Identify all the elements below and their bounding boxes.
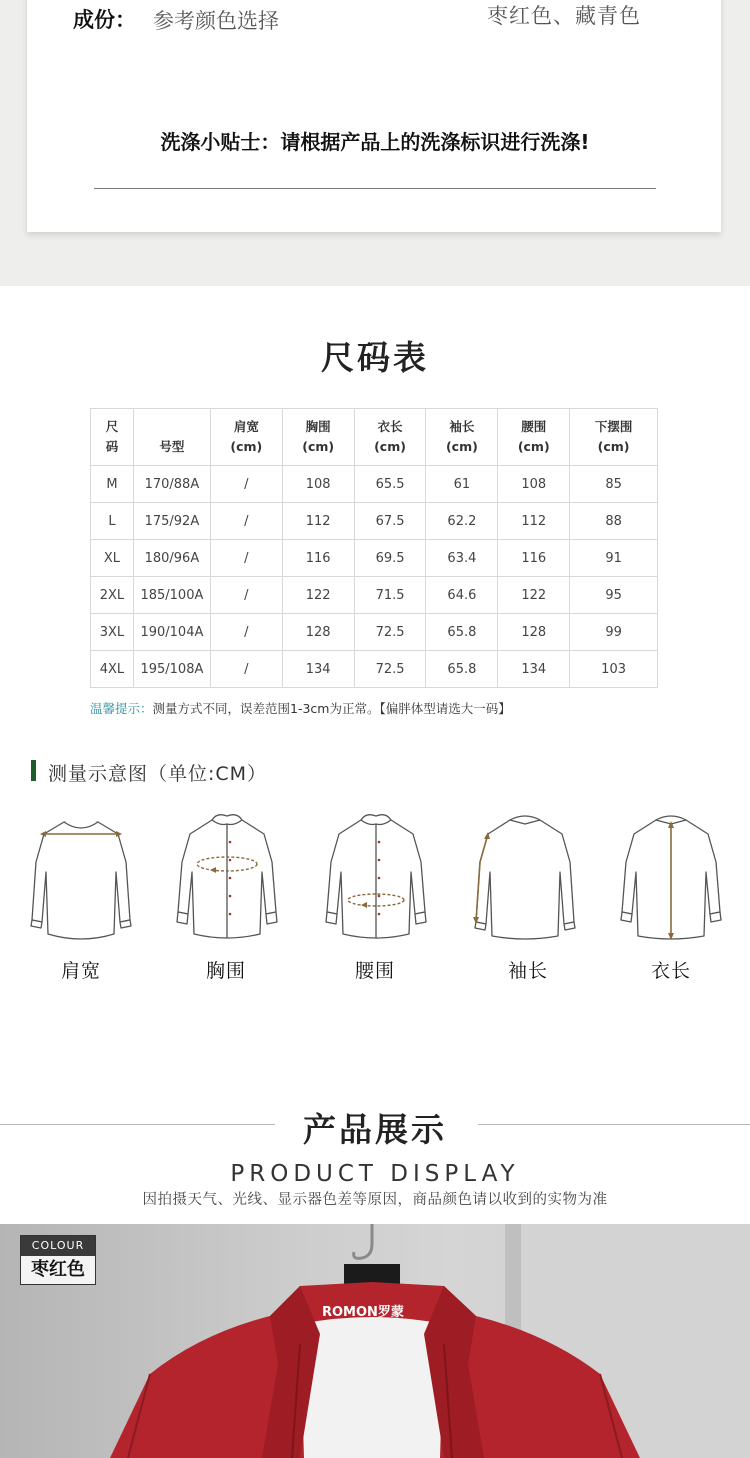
header-length: 衣长 (cm)	[354, 409, 426, 466]
measure-title: 测量示意图（单位:CM）	[48, 763, 268, 785]
cell-size: XL	[91, 540, 134, 577]
tip-text: 测量方式不同，误差范围1-3cm为正常。【偏胖体型请选大一码】	[152, 701, 511, 716]
cell-chest: 116	[282, 540, 354, 577]
product-photo	[0, 1224, 750, 1458]
cell-model: 190/104A	[133, 614, 210, 651]
divider	[94, 188, 656, 189]
cell-sleeve: 65.8	[426, 651, 498, 688]
size-table	[90, 408, 658, 688]
wash-tip: 洗涤小贴士：请根据产品上的洗涤标识进行洗涤!	[160, 130, 590, 154]
cell-model: 175/92A	[133, 503, 210, 540]
table-row	[91, 577, 658, 614]
cell-length: 65.5	[354, 466, 426, 503]
cell-chest: 108	[282, 466, 354, 503]
cell-size: L	[91, 503, 134, 540]
shirt-shoulder-diagram	[24, 812, 138, 946]
section-accent-bar	[31, 760, 36, 781]
composition-label: 成份：	[73, 8, 136, 32]
header-size: 尺 码	[91, 409, 134, 466]
header-model: 号型	[133, 409, 210, 466]
cell-waist: 108	[498, 466, 570, 503]
colour-badge-title: COLOUR	[21, 1236, 95, 1256]
product-display-title: 产品展示	[303, 1110, 447, 1149]
cell-sleeve: 61	[426, 466, 498, 503]
shirt-sleeve-diagram	[468, 812, 582, 946]
cell-shoulder: /	[210, 614, 282, 651]
header-hem: 下摆围 (cm)	[570, 409, 658, 466]
cell-size: 2XL	[91, 577, 134, 614]
cell-sleeve: 64.6	[426, 577, 498, 614]
header-shoulder: 肩宽 (cm)	[210, 409, 282, 466]
cell-model: 180/96A	[133, 540, 210, 577]
cell-waist: 112	[498, 503, 570, 540]
cell-size: 4XL	[91, 651, 134, 688]
size-tip	[90, 699, 511, 717]
cell-hem: 95	[570, 577, 658, 614]
cell-sleeve: 63.4	[426, 540, 498, 577]
measure-label-sleeve: 袖长	[507, 960, 548, 982]
shirt-waist-diagram	[319, 812, 433, 946]
cell-length: 71.5	[354, 577, 426, 614]
cell-length: 72.5	[354, 614, 426, 651]
measure-label-length: 衣长	[650, 960, 691, 982]
cell-waist: 122	[498, 577, 570, 614]
cell-chest: 112	[282, 503, 354, 540]
cell-shoulder: /	[210, 466, 282, 503]
table-row	[91, 651, 658, 688]
measure-label-shoulder: 肩宽	[60, 960, 101, 982]
cell-waist: 134	[498, 651, 570, 688]
table-row	[91, 540, 658, 577]
size-chart-title: 尺码表	[321, 338, 429, 377]
shirt-length-diagram	[614, 812, 728, 946]
colour-badge-name: 枣红色	[31, 1259, 85, 1280]
tip-label: 温馨提示：	[90, 701, 153, 716]
header-sleeve: 袖长 (cm)	[426, 409, 498, 466]
header-waist: 腰围 (cm)	[498, 409, 570, 466]
cell-chest: 128	[282, 614, 354, 651]
cell-length: 69.5	[354, 540, 426, 577]
shirt-chest-diagram	[170, 812, 284, 946]
cell-hem: 99	[570, 614, 658, 651]
cell-hem: 103	[570, 651, 658, 688]
color-disclaimer: 因拍摄天气、光线、显示器色差等原因，商品颜色请以收到的实物为准	[142, 1192, 608, 1208]
cell-shoulder: /	[210, 651, 282, 688]
table-row	[91, 466, 658, 503]
cell-shoulder: /	[210, 503, 282, 540]
cell-shoulder: /	[210, 577, 282, 614]
cell-hem: 88	[570, 503, 658, 540]
table-row	[91, 614, 658, 651]
composition-card	[27, 0, 721, 232]
cell-sleeve: 62.2	[426, 503, 498, 540]
cell-model: 195/108A	[133, 651, 210, 688]
header-chest: 胸围 (cm)	[282, 409, 354, 466]
hanger-brand: ROMON罗蒙	[322, 1305, 404, 1320]
cell-hem: 91	[570, 540, 658, 577]
cell-length: 72.5	[354, 651, 426, 688]
cell-sleeve: 65.8	[426, 614, 498, 651]
table-row	[91, 503, 658, 540]
cell-chest: 122	[282, 577, 354, 614]
jacket-illustration	[0, 1224, 750, 1458]
cell-hem: 85	[570, 466, 658, 503]
product-display-subtitle: PRODUCT DISPLAY	[230, 1161, 520, 1187]
colour-badge	[20, 1235, 96, 1285]
cell-size: M	[91, 466, 134, 503]
composition-colors: 枣红色、藏青色	[487, 4, 641, 28]
cell-length: 67.5	[354, 503, 426, 540]
cell-waist: 116	[498, 540, 570, 577]
cell-size: 3XL	[91, 614, 134, 651]
cell-model: 170/88A	[133, 466, 210, 503]
composition-value: 参考颜色选择	[153, 9, 279, 33]
cell-waist: 128	[498, 614, 570, 651]
measure-label-chest: 胸围	[205, 960, 246, 982]
measure-label-waist: 腰围	[354, 960, 395, 982]
cell-model: 185/100A	[133, 577, 210, 614]
table-header-row	[91, 409, 658, 466]
cell-chest: 134	[282, 651, 354, 688]
cell-shoulder: /	[210, 540, 282, 577]
